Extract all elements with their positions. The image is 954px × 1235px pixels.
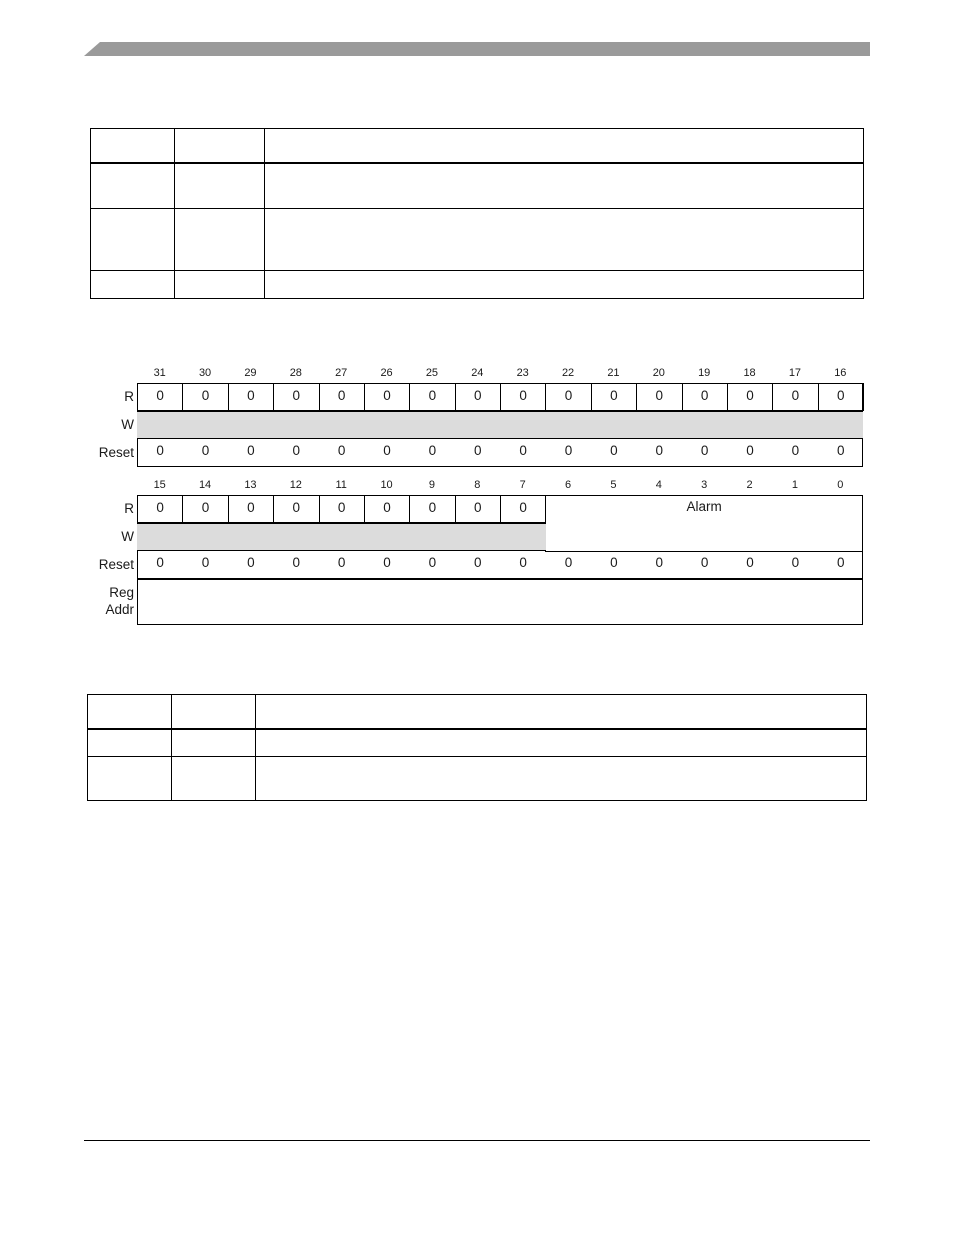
lower-r-cell: 0 (137, 495, 183, 523)
lower-reset-cell: 0 (700, 555, 709, 570)
upper-reset-cell: 0 (337, 443, 346, 458)
header-bar (84, 42, 870, 56)
upper-r-cell: 0 (228, 383, 274, 411)
lower-bit-number: 0 (837, 479, 844, 491)
lower-reset-cell: 0 (837, 555, 845, 570)
lower-reset-cell: 0 (247, 555, 255, 570)
lower-bit-number: 1 (791, 479, 798, 491)
lower-bit-number: 8 (474, 479, 481, 491)
lower-bit-number: 6 (565, 479, 572, 491)
table-row (88, 729, 867, 757)
lower-reset-cell: 0 (610, 555, 618, 570)
table2-header-bits (88, 695, 172, 729)
table1-header-name (175, 129, 265, 163)
lower-reset-cell: 0 (337, 555, 346, 570)
table1-desc (265, 163, 864, 209)
lower-bit-number: 5 (610, 479, 617, 491)
upper-reset-cell: 0 (156, 443, 164, 458)
upper-w-row (137, 411, 863, 439)
lower-r-cell: 0 (273, 495, 319, 523)
row-label-w: W (121, 417, 134, 432)
lower-r-cell: 0 (364, 495, 410, 523)
lower-bit-number: 13 (244, 479, 257, 491)
table1-desc (265, 209, 864, 271)
lower-reset-cell: 0 (564, 555, 573, 570)
lower-reset-cell: 0 (655, 555, 664, 570)
note-paragraph (261, 777, 861, 794)
lower-bit-number: 11 (335, 479, 347, 491)
upper-bit-number: 31 (153, 367, 166, 379)
upper-bit-number: 25 (425, 367, 439, 379)
upper-reset-cell: 0 (201, 443, 210, 458)
upper-bit-number: 18 (743, 367, 756, 379)
table-row (91, 163, 864, 209)
upper-bit-number: 17 (788, 367, 802, 379)
upper-reset-cell: 0 (837, 443, 845, 458)
lower-r-cell: 0 (455, 495, 501, 523)
table-row (88, 757, 867, 801)
upper-bit-number: 22 (561, 367, 575, 379)
upper-r-cell: 0 (818, 383, 864, 411)
upper-r-cell: 0 (682, 383, 728, 411)
table1 (90, 128, 864, 299)
upper-reset-cell: 0 (746, 443, 754, 458)
table1-name (175, 163, 265, 209)
lower-r-cell: 0 (500, 495, 546, 523)
row-label-reg: Reg (109, 585, 134, 600)
row-label-reset: Reset (98, 445, 134, 460)
upper-reset-cell: 0 (700, 443, 709, 458)
row-label-r: R (124, 389, 134, 404)
upper-reset-cell: 0 (610, 443, 618, 458)
alarm-field: Alarm (545, 495, 863, 552)
table1-header-bits (91, 129, 175, 163)
table1-header-description (265, 129, 864, 163)
table2-bits (88, 757, 172, 801)
table2-bits (88, 729, 172, 757)
lower-bit-number: 15 (153, 479, 166, 491)
table2-name (172, 757, 256, 801)
lower-bit-number: 4 (655, 479, 662, 491)
table1-name (175, 209, 265, 271)
upper-bit-number: 20 (652, 367, 665, 379)
upper-r-cell: 0 (364, 383, 410, 411)
upper-bit-number: 23 (516, 367, 529, 379)
lower-r-cell: 0 (228, 495, 274, 523)
table1-desc (265, 271, 864, 299)
upper-bit-number: 27 (335, 367, 348, 379)
register-address (137, 579, 863, 625)
upper-reset-cell: 0 (428, 443, 437, 458)
lower-reset-cell: 0 (156, 555, 164, 570)
upper-r-cell: 0 (545, 383, 591, 411)
upper-r-cell: 0 (772, 383, 818, 411)
table2-name (172, 729, 256, 757)
upper-r-cell: 0 (727, 383, 773, 411)
upper-bit-number: 16 (834, 367, 847, 379)
upper-reset-cell: 0 (247, 443, 255, 458)
table1-bits (91, 163, 175, 209)
lower-reset-cell: 0 (474, 555, 482, 570)
table2-header-description (256, 695, 867, 729)
lower-r-cell: 0 (409, 495, 455, 523)
upper-r-cell: 0 (500, 383, 546, 411)
lower-bit-number: 14 (198, 479, 212, 491)
lower-bit-number: 3 (701, 479, 708, 491)
lower-reset-cell: 0 (201, 555, 210, 570)
table-row (91, 209, 864, 271)
table2 (87, 694, 867, 801)
lower-r-cell: 0 (182, 495, 228, 523)
lower-reset-cell: 0 (292, 555, 301, 570)
lower-reset-cell: 0 (383, 555, 391, 570)
lower-w-row (137, 523, 546, 551)
upper-reset-cell: 0 (292, 443, 301, 458)
lower-reset-cell: 0 (428, 555, 437, 570)
upper-bit-number: 29 (244, 367, 257, 379)
table1-name (175, 271, 265, 299)
upper-r-cell: 0 (273, 383, 319, 411)
upper-r-cell: 0 (137, 383, 183, 411)
upper-r-cell: 0 (182, 383, 228, 411)
lower-reset-cell: 0 (746, 555, 754, 570)
lower-bit-number: 2 (746, 479, 753, 491)
upper-reset-cell: 0 (655, 443, 664, 458)
upper-bit-number: 19 (698, 367, 711, 379)
upper-bit-number: 28 (289, 367, 302, 379)
upper-r-cell: 0 (455, 383, 501, 411)
upper-reset-cell: 0 (791, 443, 800, 458)
row-label-reset: Reset (98, 557, 134, 572)
upper-reset-cell: 0 (383, 443, 391, 458)
table1-bits (91, 209, 175, 271)
lower-r-cell: 0 (319, 495, 365, 523)
upper-reset-cell: 0 (519, 443, 527, 458)
upper-bit-number: 30 (198, 367, 212, 379)
lower-bit-number: 9 (428, 479, 435, 491)
upper-bit-number: 26 (380, 367, 393, 379)
upper-reset-cell: 0 (564, 443, 573, 458)
upper-r-cell: 0 (636, 383, 682, 411)
table2-desc (256, 729, 867, 757)
upper-bit-number: 21 (607, 367, 620, 379)
table-row (91, 271, 864, 299)
lower-reset-cell: 0 (519, 555, 527, 570)
footer-divider (84, 1140, 870, 1141)
upper-r-cell: 0 (591, 383, 637, 411)
row-label-w: W (121, 529, 134, 544)
lower-bit-number: 12 (289, 479, 302, 491)
lower-bit-number: 10 (380, 479, 393, 491)
row-label-addr: Addr (105, 602, 134, 617)
table1-bits (91, 271, 175, 299)
upper-r-cell: 0 (409, 383, 455, 411)
table2-desc-cell (256, 757, 867, 801)
table2-header-name (172, 695, 256, 729)
upper-bit-number: 24 (471, 367, 484, 379)
upper-r-cell: 0 (319, 383, 365, 411)
row-label-r: R (124, 501, 134, 516)
lower-bit-number: 7 (519, 479, 526, 491)
upper-reset-cell: 0 (474, 443, 482, 458)
lower-reset-cell: 0 (791, 555, 800, 570)
